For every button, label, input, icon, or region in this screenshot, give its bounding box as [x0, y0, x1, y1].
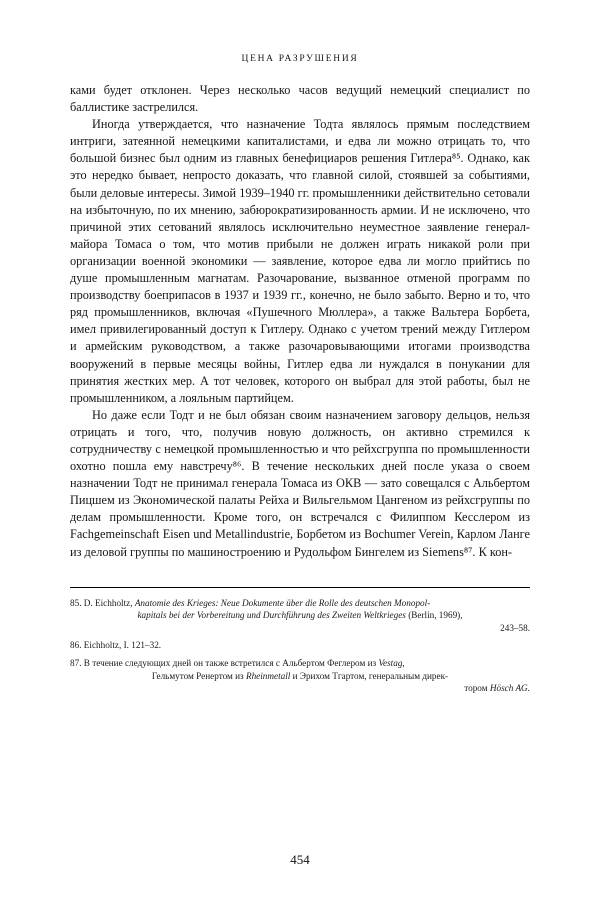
footnote-87-italic-3: Hösch AG.: [489, 683, 530, 694]
footnote-85-line3: 243–58.: [500, 622, 530, 633]
footnote-85-text: D. Eichholtz,: [83, 597, 135, 608]
footnote-85-title-part1: Anatomie des Krieges: Neue Dokumente über die Rolle des deutschen Monopol-: [134, 597, 431, 608]
paragraph-2: Иногда утверждается, что назначение Тодта являлось прямым последствием интриги, затеянной немецкими капиталистами, и едва ли можно отрицать то, что большой бизнес был одним из главных бенефициаров решения Гитлера⁸⁵. Однако, как это нередко бывает, непросто доказать, что главной силой, стоявшей за событиями, были деловые интересы. Зимой 1939–1940 гг. промышленники действительно сетовали на избыточную, по их мнению, забюрократизированность армии. И не исключено, что причиной этих сетований являлось исключительно неуместное заявление генерал-майора Томаса о том, что мотив прибыли не должен играть никакой роли при организации военной экономики — заявление, которое едва ли могло прийтись по душе промышленным магнатам. Разочарование, вызванное отменой программ по производству боеприпасов в 1937 и 1939 гг., конечно, не было забыто. Верно и то, что ряд промышленников, включая «Пушечного Мюллера», а также Вальтера Борбета, имел привилегированный доступ к Гитлеру. Однако с учетом трений между Гитлером и армейским руководством, а также разочаровывающими итогами производства вооружений в первые месяцы войны, Гитлер едва ли нуждался в понукании для принятия жестких мер. А тот человек, которого он выбрал для этой работы, был не промышленником, а лояльным партийцем.: [70, 117, 530, 405]
paragraph-3: Но даже если Тодт и не был обязан своим назначением заговору дельцов, нельзя отрицать и того, что, получив новую должность, он активно стремился к сотрудничеству с немецкой промышленностью и что рейхсгруппа по промышленности охотно пошла ему навстречу⁸⁶. В течение нескольких дней после указа о своем назначении Тодт не принимал генерала Томаса из ОКВ — зато совещался с Альбертом Пицшем из Экономической палаты Рейха и Вильгельмом Цангеном из рейхсгруппы по делам промышленности. Кроме того, он встречался с Филиппом Кесслером из Fachgemeinschaft Eisen und Metallindustrie, Борбетом из Bochumer Verein, Карлом Ланге из деловой группы по машиностроению и Рудольфом Бингелем из Siemens⁸⁷. К кон-: [70, 407, 530, 559]
footnote-86-number: 86.: [70, 640, 82, 651]
footnote-87-line3-text: тором: [464, 683, 490, 694]
paragraph-1: ками будет отклонен. Через несколько часов ведущий немецкий специалист по баллистике застрелился.: [70, 83, 530, 115]
footnote-87-line2b: и Эрихом Тгартом, генеральным дирек-: [290, 670, 449, 681]
footnote-87-italic-2: Rheinmetall: [245, 670, 291, 681]
footnote-86: [70, 639, 530, 652]
body-text: [70, 82, 530, 561]
footnote-87-number: 87.: [70, 658, 82, 668]
running-head: ЦЕНА РАЗРУШЕНИЯ: [241, 54, 359, 64]
footnote-separator-rule: [70, 587, 530, 588]
footnote-85: [70, 597, 530, 635]
footnote-86-text: Eichholtz, I. 121–32.: [83, 640, 162, 651]
footnote-85-line2: [70, 609, 530, 622]
footnote-85-line2-rest: (Berlin, 1969),: [405, 610, 463, 621]
footnotes-section: [70, 587, 530, 695]
footnote-87-text: В течение следующих дней он также встретился с Альбертом Феглером из: [83, 658, 379, 668]
footnote-85-title-part2: kapitals bei der Vorbereitung und Durchführung des Zweiten Weltkrieges: [137, 610, 406, 621]
footnote-87-line2-text: Гельмутом Ренертом из: [151, 670, 246, 681]
footnote-85-number: 85.: [70, 597, 82, 608]
footnote-87-line3: [70, 682, 530, 695]
footnote-87-italic-1: Vestag,: [378, 658, 405, 668]
footnote-87: [70, 657, 530, 695]
page-number: 454: [290, 852, 310, 867]
footnote-87-line2: [70, 670, 530, 683]
